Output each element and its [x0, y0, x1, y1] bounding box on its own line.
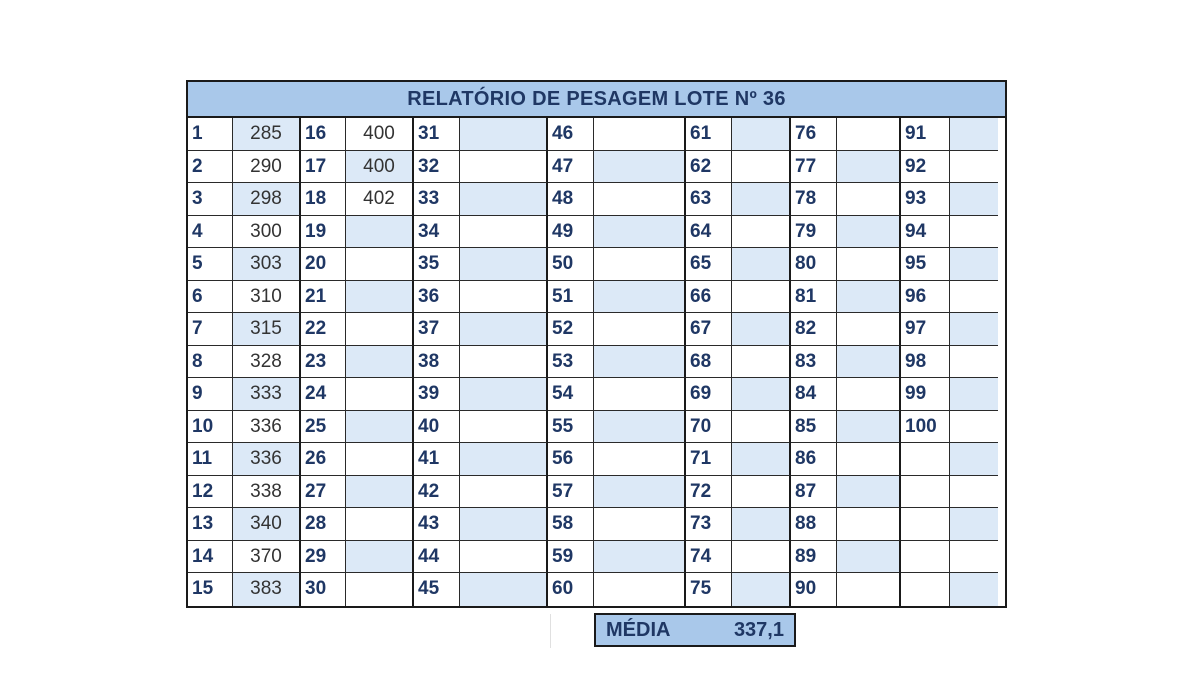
entry-weight: 340	[233, 508, 301, 541]
entry-weight	[346, 411, 414, 444]
entry-number: 79	[791, 216, 837, 249]
entry-weight	[594, 313, 686, 346]
entry-number: 90	[791, 573, 837, 606]
entry-number: 17	[301, 151, 346, 184]
entry-weight	[837, 118, 901, 151]
entry-number: 61	[686, 118, 732, 151]
entry-weight	[460, 216, 548, 249]
entry-number: 93	[901, 183, 950, 216]
entry-weight	[950, 476, 998, 509]
faint-gridline	[550, 614, 551, 648]
entry-weight	[950, 183, 998, 216]
entry-number: 74	[686, 541, 732, 574]
entry-weight: 315	[233, 313, 301, 346]
entry-weight	[732, 313, 791, 346]
entry-number: 31	[414, 118, 460, 151]
entry-weight	[346, 541, 414, 574]
entry-number: 23	[301, 346, 346, 379]
entry-weight	[950, 216, 998, 249]
entry-weight	[460, 411, 548, 444]
entry-number: 91	[901, 118, 950, 151]
entry-number: 50	[548, 248, 594, 281]
entry-number: 63	[686, 183, 732, 216]
entry-number: 12	[188, 476, 233, 509]
entry-weight	[594, 151, 686, 184]
entry-number: 48	[548, 183, 594, 216]
entry-number: 15	[188, 573, 233, 606]
entry-weight	[950, 281, 998, 314]
entry-number: 55	[548, 411, 594, 444]
entry-number: 69	[686, 378, 732, 411]
entry-weight	[346, 281, 414, 314]
entry-number: 94	[901, 216, 950, 249]
entry-number: 38	[414, 346, 460, 379]
entry-weight	[594, 248, 686, 281]
entry-number: 29	[301, 541, 346, 574]
entry-weight	[594, 118, 686, 151]
entry-number: 9	[188, 378, 233, 411]
entry-number: 100	[901, 411, 950, 444]
entry-number: 59	[548, 541, 594, 574]
entry-number: 27	[301, 476, 346, 509]
entry-weight	[837, 248, 901, 281]
entry-number: 41	[414, 443, 460, 476]
entry-number: 25	[301, 411, 346, 444]
entry-number: 11	[188, 443, 233, 476]
entry-number: 81	[791, 281, 837, 314]
entry-weight	[460, 378, 548, 411]
entry-weight	[950, 508, 998, 541]
entry-number: 39	[414, 378, 460, 411]
entry-number: 33	[414, 183, 460, 216]
entry-number: 88	[791, 508, 837, 541]
entry-weight: 290	[233, 151, 301, 184]
entry-weight	[837, 508, 901, 541]
entry-weight	[460, 118, 548, 151]
entry-weight	[732, 541, 791, 574]
entry-weight	[346, 378, 414, 411]
average-box	[594, 613, 796, 647]
entry-weight	[732, 573, 791, 606]
entry-number: 36	[414, 281, 460, 314]
entry-weight	[594, 443, 686, 476]
entry-weight	[594, 508, 686, 541]
entry-number: 35	[414, 248, 460, 281]
entry-number: 30	[301, 573, 346, 606]
entry-weight	[594, 378, 686, 411]
entry-weight	[837, 541, 901, 574]
entry-weight	[594, 281, 686, 314]
entry-weight: 370	[233, 541, 301, 574]
entry-weight: 285	[233, 118, 301, 151]
entry-weight	[950, 151, 998, 184]
entry-number: 58	[548, 508, 594, 541]
entry-weight	[950, 573, 998, 606]
entry-weight	[950, 248, 998, 281]
entry-number: 67	[686, 313, 732, 346]
entry-weight	[950, 313, 998, 346]
entry-weight: 333	[233, 378, 301, 411]
entry-weight	[732, 118, 791, 151]
entry-number: 7	[188, 313, 233, 346]
entry-weight	[460, 346, 548, 379]
entry-weight	[346, 508, 414, 541]
entry-weight	[460, 313, 548, 346]
entry-weight: 310	[233, 281, 301, 314]
entry-weight	[837, 183, 901, 216]
entry-number: 10	[188, 411, 233, 444]
entry-number: 95	[901, 248, 950, 281]
entry-weight	[460, 541, 548, 574]
entry-number: 14	[188, 541, 233, 574]
entry-number: 24	[301, 378, 346, 411]
entry-number: 18	[301, 183, 346, 216]
entry-number: 65	[686, 248, 732, 281]
entry-weight: 400	[346, 151, 414, 184]
entry-number: 89	[791, 541, 837, 574]
entry-number: 40	[414, 411, 460, 444]
entry-number: 62	[686, 151, 732, 184]
entry-number: 13	[188, 508, 233, 541]
entry-weight	[950, 411, 998, 444]
entry-weight	[732, 443, 791, 476]
entry-weight	[837, 378, 901, 411]
entry-number: 22	[301, 313, 346, 346]
report-title: RELATÓRIO DE PESAGEM LOTE Nº 36	[188, 82, 1005, 118]
entry-weight	[837, 411, 901, 444]
entry-weight: 303	[233, 248, 301, 281]
entry-number: 8	[188, 346, 233, 379]
entry-number: 70	[686, 411, 732, 444]
entry-weight	[460, 476, 548, 509]
entry-number: 20	[301, 248, 346, 281]
entry-weight	[732, 346, 791, 379]
entry-weight	[346, 313, 414, 346]
entry-weight	[837, 151, 901, 184]
entry-weight	[346, 443, 414, 476]
entry-number: 77	[791, 151, 837, 184]
entry-number: 97	[901, 313, 950, 346]
entry-number: 85	[791, 411, 837, 444]
entry-number: 46	[548, 118, 594, 151]
entry-number: 78	[791, 183, 837, 216]
entry-weight	[732, 476, 791, 509]
entry-weight	[346, 346, 414, 379]
entry-number	[901, 541, 950, 574]
entry-weight	[837, 346, 901, 379]
entry-number: 84	[791, 378, 837, 411]
entry-weight	[732, 183, 791, 216]
entry-number: 43	[414, 508, 460, 541]
entry-number: 92	[901, 151, 950, 184]
entry-weight	[950, 541, 998, 574]
entry-number: 28	[301, 508, 346, 541]
entry-weight	[594, 541, 686, 574]
entry-weight	[460, 443, 548, 476]
weights-grid	[188, 118, 1005, 606]
entry-number: 87	[791, 476, 837, 509]
entry-number: 19	[301, 216, 346, 249]
entry-number: 51	[548, 281, 594, 314]
entry-number: 49	[548, 216, 594, 249]
entry-number: 64	[686, 216, 732, 249]
entry-number: 57	[548, 476, 594, 509]
entry-number: 83	[791, 346, 837, 379]
entry-number: 3	[188, 183, 233, 216]
entry-number: 73	[686, 508, 732, 541]
entry-weight: 383	[233, 573, 301, 606]
entry-number: 45	[414, 573, 460, 606]
entry-number: 53	[548, 346, 594, 379]
entry-weight	[732, 378, 791, 411]
entry-number: 86	[791, 443, 837, 476]
entry-weight	[594, 216, 686, 249]
entry-weight	[460, 248, 548, 281]
entry-number: 56	[548, 443, 594, 476]
entry-weight	[346, 216, 414, 249]
entry-weight	[594, 573, 686, 606]
entry-number: 16	[301, 118, 346, 151]
entry-number: 32	[414, 151, 460, 184]
entry-weight	[346, 248, 414, 281]
entry-weight	[837, 443, 901, 476]
entry-number: 99	[901, 378, 950, 411]
entry-weight	[346, 573, 414, 606]
entry-weight	[594, 183, 686, 216]
entry-weight	[594, 346, 686, 379]
entry-weight	[594, 411, 686, 444]
entry-weight: 402	[346, 183, 414, 216]
weighing-report-table	[186, 80, 1007, 608]
entry-number: 26	[301, 443, 346, 476]
entry-weight	[950, 346, 998, 379]
entry-number: 60	[548, 573, 594, 606]
entry-weight	[732, 508, 791, 541]
entry-weight	[837, 476, 901, 509]
entry-number: 47	[548, 151, 594, 184]
entry-number: 80	[791, 248, 837, 281]
entry-number: 52	[548, 313, 594, 346]
entry-weight	[460, 183, 548, 216]
entry-weight	[732, 248, 791, 281]
entry-weight: 338	[233, 476, 301, 509]
entry-weight	[460, 573, 548, 606]
entry-number: 6	[188, 281, 233, 314]
entry-number: 66	[686, 281, 732, 314]
entry-weight	[732, 151, 791, 184]
entry-number: 76	[791, 118, 837, 151]
average-label: MÉDIA	[606, 619, 671, 641]
entry-weight	[460, 508, 548, 541]
entry-weight: 328	[233, 346, 301, 379]
entry-weight	[837, 281, 901, 314]
entry-number: 5	[188, 248, 233, 281]
entry-weight	[346, 476, 414, 509]
entry-weight: 336	[233, 411, 301, 444]
entry-number	[901, 573, 950, 606]
entry-weight: 298	[233, 183, 301, 216]
entry-number: 98	[901, 346, 950, 379]
entry-weight	[732, 411, 791, 444]
entry-weight	[732, 281, 791, 314]
entry-number	[901, 443, 950, 476]
entry-weight	[837, 313, 901, 346]
entry-number: 21	[301, 281, 346, 314]
entry-number	[901, 476, 950, 509]
entry-number: 1	[188, 118, 233, 151]
entry-number: 96	[901, 281, 950, 314]
entry-number: 68	[686, 346, 732, 379]
entry-number: 75	[686, 573, 732, 606]
entry-weight	[950, 378, 998, 411]
entry-weight: 336	[233, 443, 301, 476]
entry-number: 72	[686, 476, 732, 509]
entry-number: 54	[548, 378, 594, 411]
entry-weight: 300	[233, 216, 301, 249]
entry-number: 44	[414, 541, 460, 574]
entry-number: 34	[414, 216, 460, 249]
average-value: 337,1	[733, 619, 784, 641]
entry-number: 42	[414, 476, 460, 509]
entry-weight	[950, 443, 998, 476]
entry-weight	[460, 281, 548, 314]
entry-number: 82	[791, 313, 837, 346]
entry-weight	[460, 151, 548, 184]
entry-number	[901, 508, 950, 541]
entry-number: 71	[686, 443, 732, 476]
entry-weight	[732, 216, 791, 249]
entry-number: 2	[188, 151, 233, 184]
entry-weight	[950, 118, 998, 151]
entry-weight	[837, 573, 901, 606]
entry-number: 4	[188, 216, 233, 249]
entry-weight	[594, 476, 686, 509]
entry-weight	[837, 216, 901, 249]
entry-number: 37	[414, 313, 460, 346]
entry-weight: 400	[346, 118, 414, 151]
